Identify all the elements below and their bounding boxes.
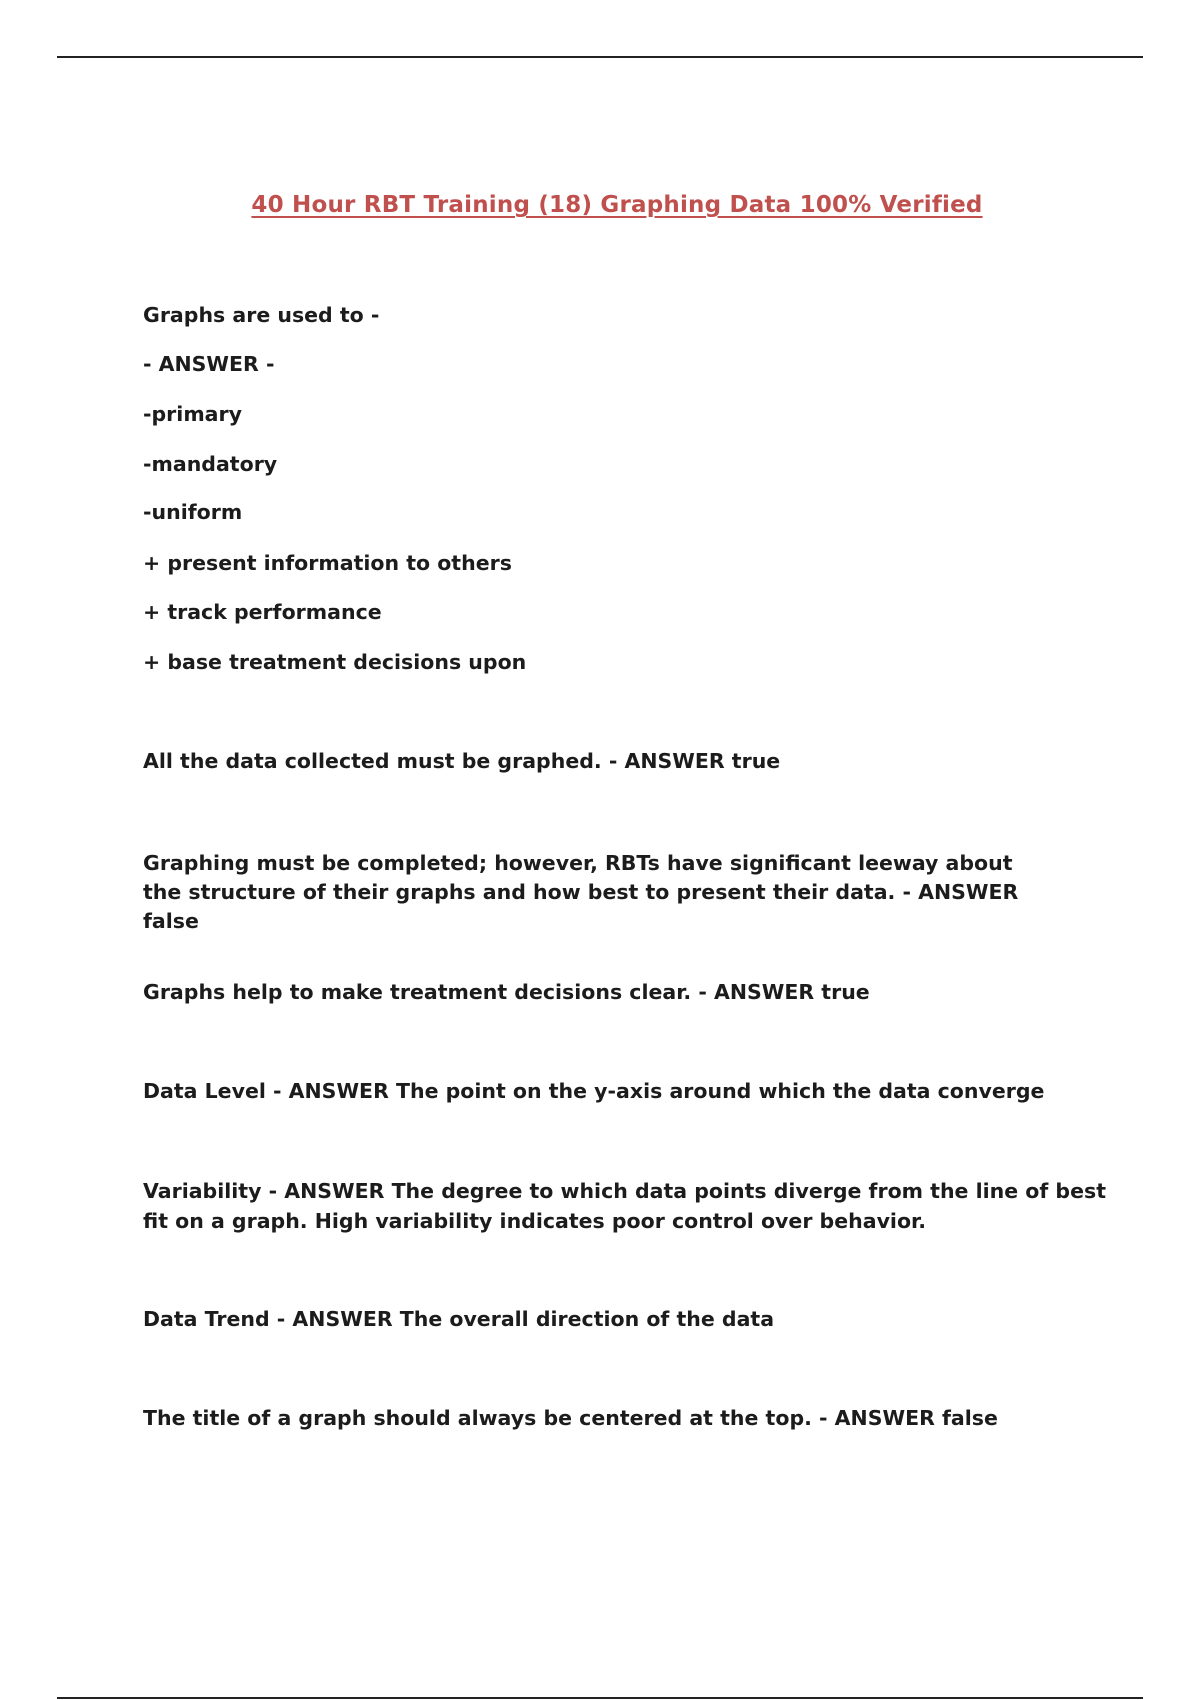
- list-item: -uniform: [143, 500, 243, 524]
- qa-item: Graphs help to make treatment decisions clear. - ANSWER true: [143, 980, 870, 1004]
- qa-item: Data Trend - ANSWER The overall direction of the data: [143, 1307, 775, 1331]
- list-item: + base treatment decisions upon: [143, 650, 527, 674]
- qa-item: Variability - ANSWER The degree to which data points diverge from the line of best fit on a graph. High variability indicates poor control over behavior.: [143, 1179, 1106, 1233]
- question-graphs-used: Graphs are used to -: [143, 303, 380, 327]
- list-item: + present information to others: [143, 551, 512, 575]
- document-title-text: 40 Hour RBT Training (18) Graphing Data 100% Verified: [251, 192, 983, 218]
- bottom-rule: [57, 1697, 1143, 1699]
- document-title: [0, 192, 1200, 218]
- list-item: -primary: [143, 402, 242, 426]
- list-item: + track performance: [143, 600, 382, 624]
- qa-item: Graphing must be completed; however, RBTs have significant leeway about the structure of their graphs and how best to present their data. - ANSWER false: [143, 851, 1019, 933]
- qa-item: Data Level - ANSWER The point on the y-axis around which the data converge: [143, 1079, 1045, 1103]
- qa-item: The title of a graph should always be centered at the top. - ANSWER false: [143, 1406, 998, 1430]
- answer-label: - ANSWER -: [143, 352, 275, 376]
- qa-item: All the data collected must be graphed. - ANSWER true: [143, 749, 781, 773]
- top-rule: [57, 56, 1143, 58]
- list-item: -mandatory: [143, 452, 278, 476]
